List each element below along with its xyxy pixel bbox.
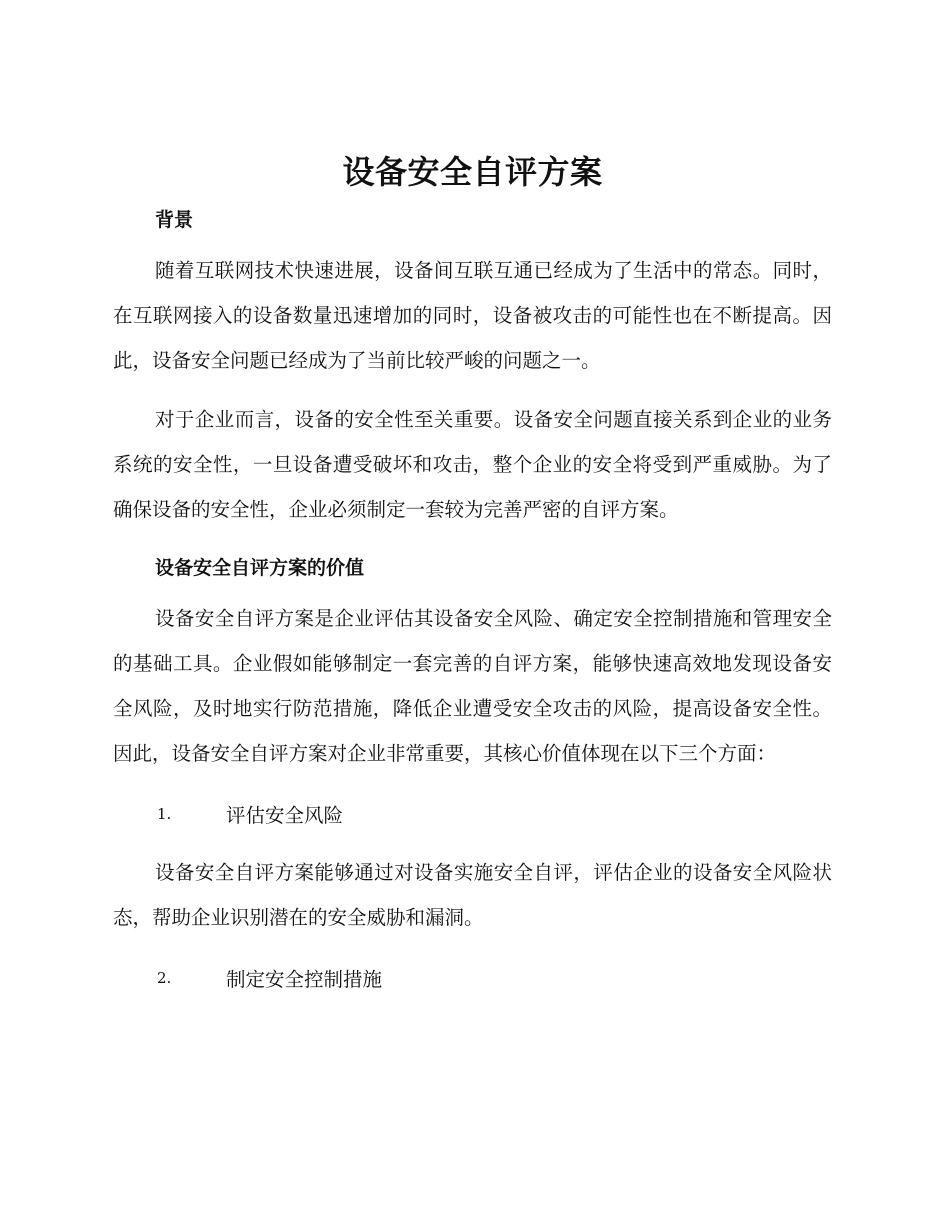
document-title: 设备安全自评方案 [342,153,603,191]
list-number-1: 1. [157,805,172,823]
list-item-title-2: 制定安全控制措施 [226,968,383,991]
section-heading-value: 设备安全自评方案的价值 [155,557,365,579]
section-heading-background: 背景 [155,209,194,231]
value-paragraph-1: 设备安全自评方案是企业评估其设备安全风险、确定安全控制措施和管理安全的基础工具。企业假如能够制定一套完善的自评方案，能够快速高效地发现设备安全风险，及时地实行防范措施，降低企业遭受安全攻击的风险，提高设备安全性。因此，设备安全自评方案对企业非常重要，其核心价值体现在以下三个方面： [113,607,832,765]
background-paragraph-2: 对于企业而言，设备的安全性至关重要。设备安全问题直接关系到企业的业务系统的安全性，一旦设备遭受破坏和攻击，整个企业的安全将受到严重威胁。为了确保设备的安全性，企业必须制定一套较为完善严密的自评方案。 [113,408,832,521]
list-number-2: 2. [157,969,172,987]
list-item-1 [113,792,832,836]
background-paragraph-1: 随着互联网技术快速进展，设备间互联互通已经成为了生活中的常态。同时，在互联网接入的设备数量迅速增加的同时，设备被攻击的可能性也在不断提高。因此，设备安全问题已经成为了当前比较严峻的问题之一。 [113,259,832,372]
list-item-paragraph-1: 设备安全自评方案能够通过对设备实施安全自评，评估企业的设备安全风险状态，帮助企业识别潜在的安全威胁和漏洞。 [113,861,832,929]
list-item-title-1: 评估安全风险 [226,804,344,827]
list-item-2 [113,956,832,1000]
